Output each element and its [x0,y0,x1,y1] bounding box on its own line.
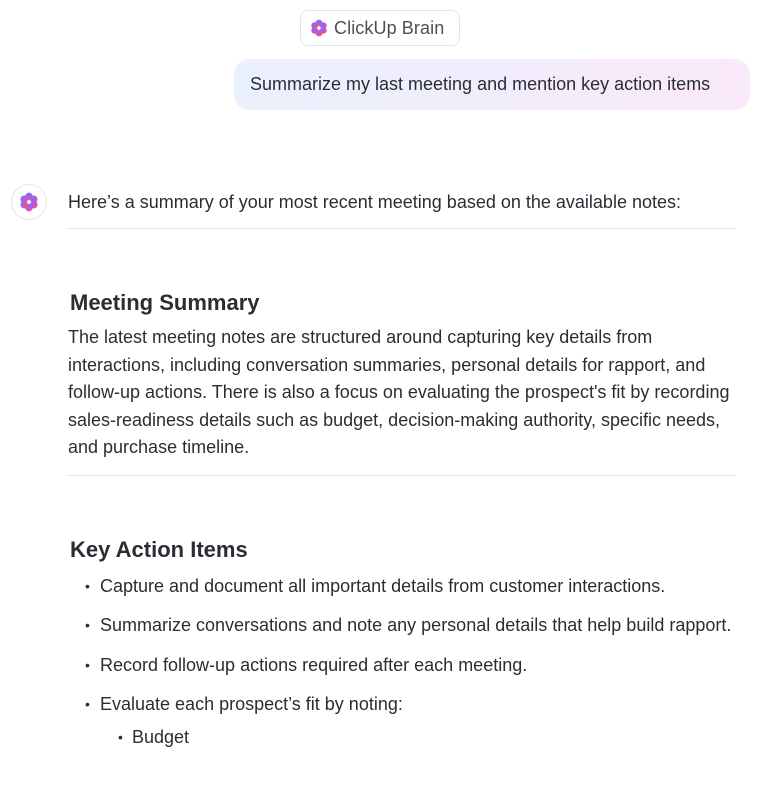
user-message-text: Summarize my last meeting and mention key action items [250,74,711,94]
list-item [68,612,735,640]
bullet: • [85,577,90,594]
response-intro: Here’s a summary of your most recent meeting based on the available notes: [68,192,681,212]
divider [68,228,735,229]
sub-list [100,724,735,752]
list-item [68,652,735,680]
list-item [68,691,735,751]
list-item [68,573,735,601]
section-title-meeting-summary: Meeting Summary [70,290,260,315]
list-item-text: Capture and document all important details from customer interactions. [100,575,666,596]
bullet: • [85,696,90,712]
list-item-text: Record follow-up actions required after each meeting. [100,654,528,675]
list-item-text: Summarize conversations and note any personal details that help build rapport. [100,615,732,635]
bullet: • [118,728,123,745]
bullet: • [85,656,90,673]
clickup-brain-label: ClickUp Brain [334,17,445,38]
divider [68,475,735,476]
clickup-brain-logo-icon [310,19,328,37]
section-title-key-action-items: Key Action Items [70,536,248,562]
user-message-bubble [234,59,750,110]
meeting-summary-paragraph: The latest meeting notes are structured around capturing key details from interactions, including conversation summaries, personal details for rapport, and follow-up actions. There is also a focus on evaluating the prospect's fit by recording sales-readiness details such as budget, decision-making authority, specific needs, and purchase timeline. [68,327,730,457]
assistant-response [68,188,735,763]
bullet: • [85,617,90,633]
action-items-list [68,573,735,752]
list-item-text: Evaluate each prospect’s fit by noting: [100,694,403,714]
sub-list-item-text: Budget [132,726,190,747]
clickup-brain-button[interactable] [300,10,460,46]
sub-list-item [100,724,735,752]
assistant-avatar [11,184,47,220]
clickup-brain-logo-icon [19,192,39,212]
